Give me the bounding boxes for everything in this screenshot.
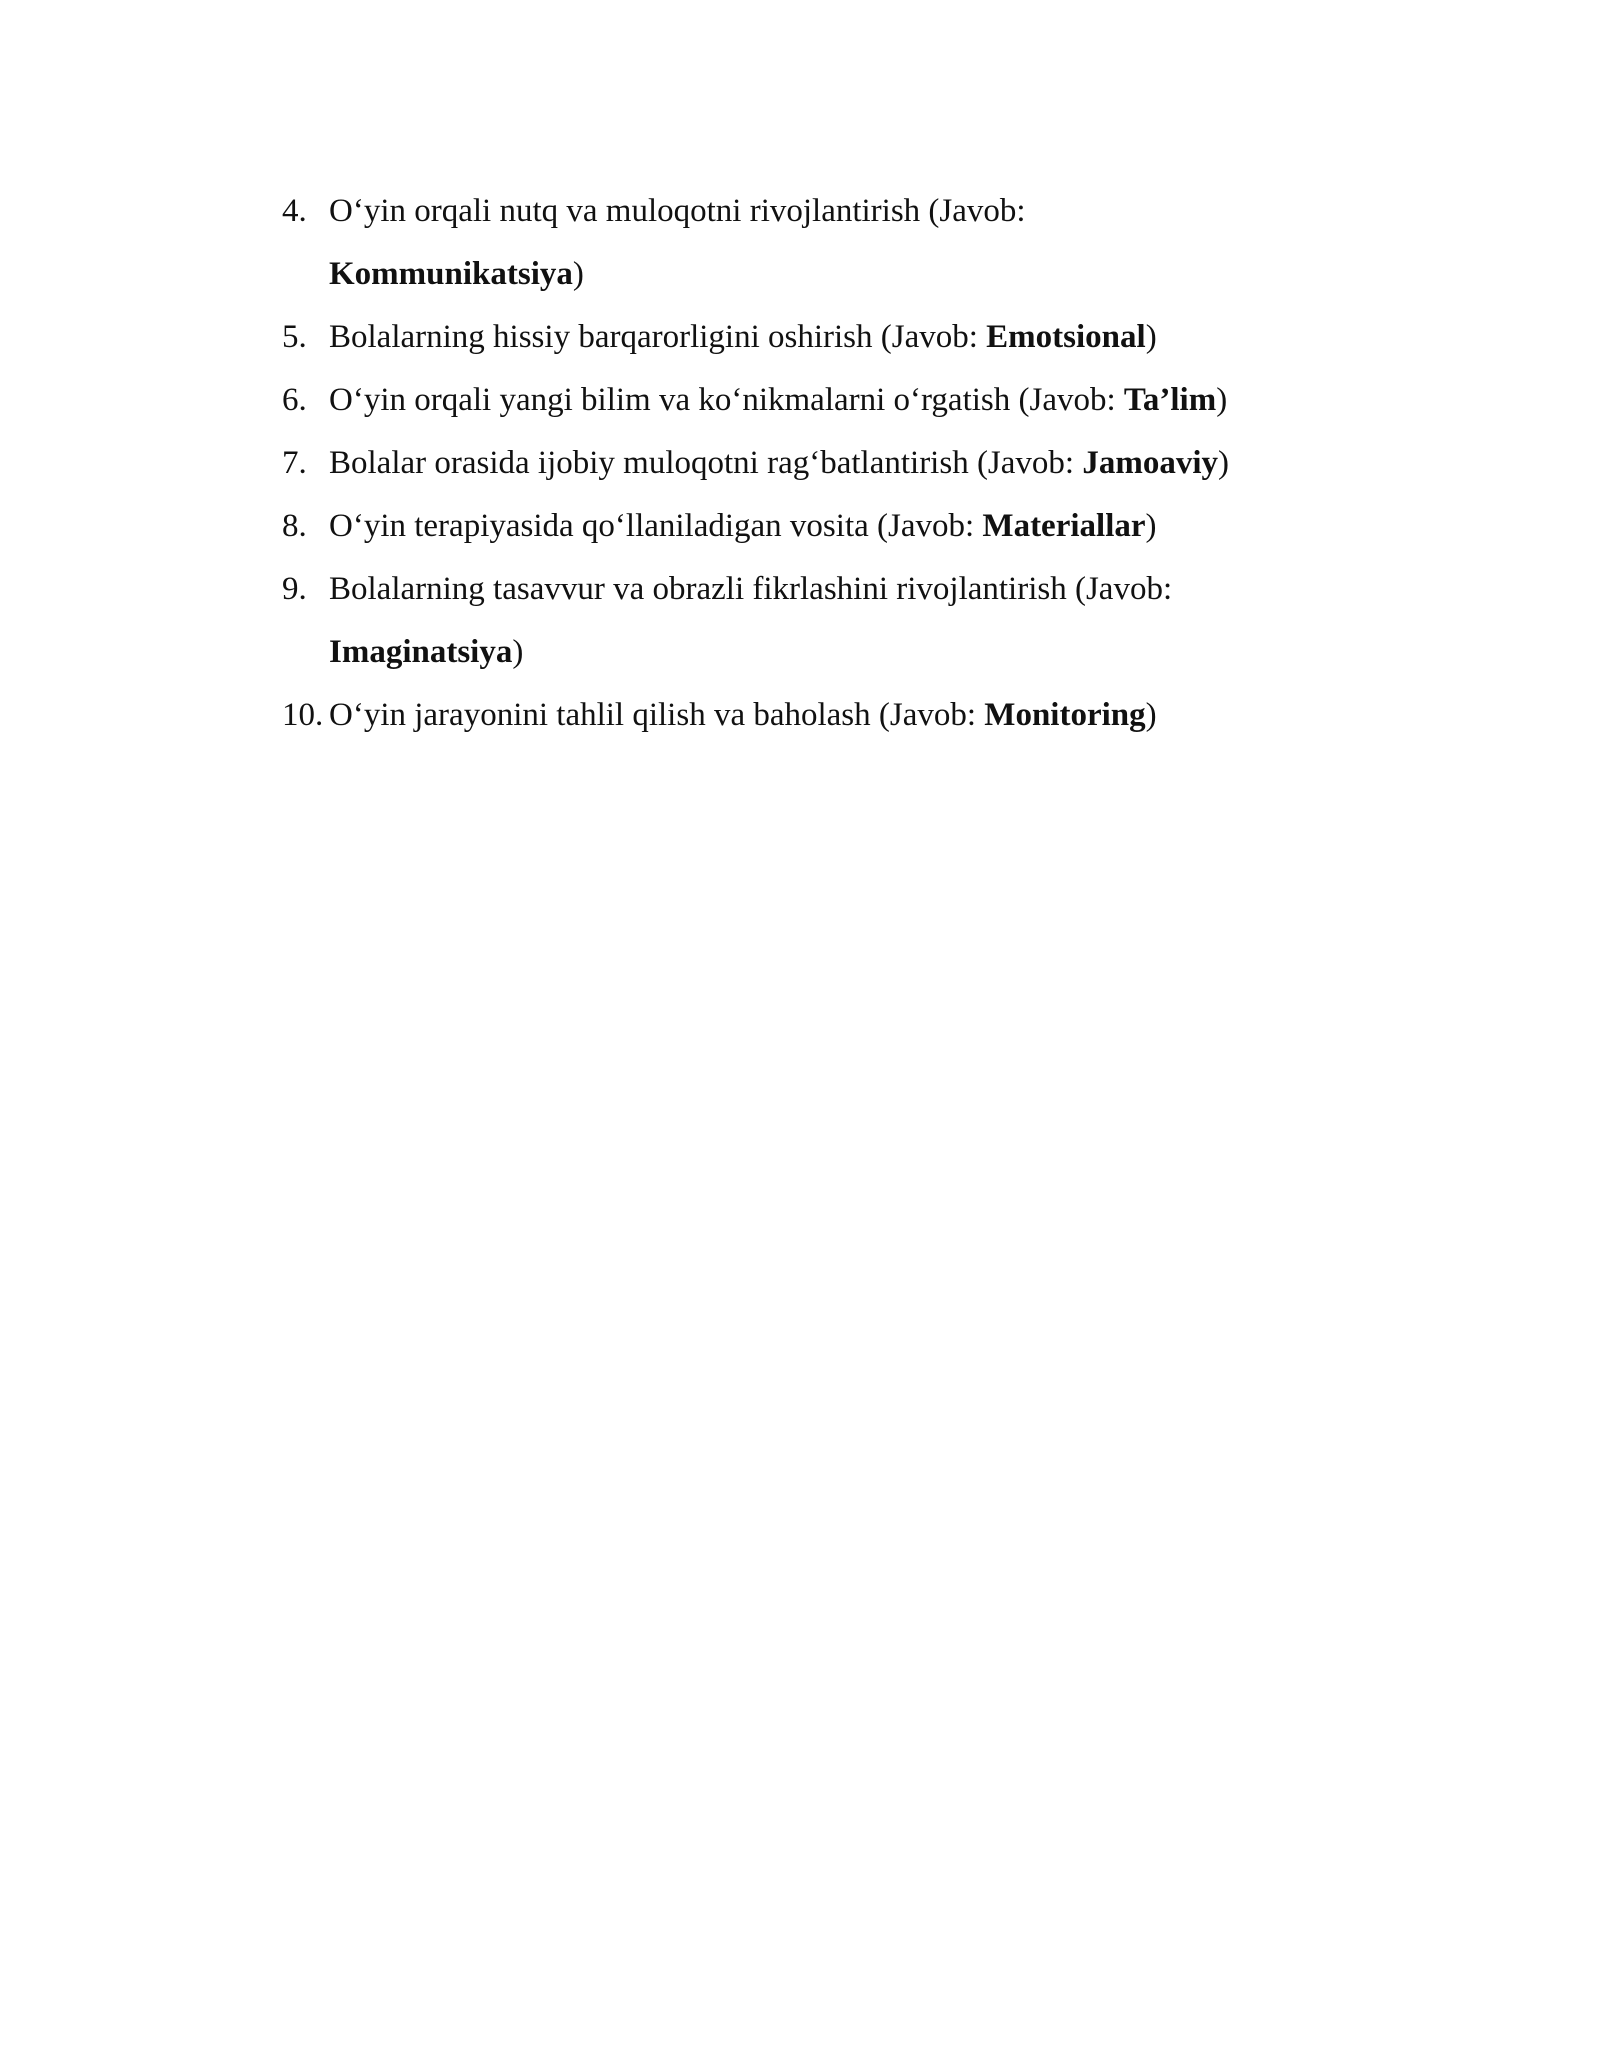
item-answer: Imaginatsiya [329, 634, 513, 670]
item-close-paren: ) [1218, 445, 1230, 481]
item-answer: Ta’lim [1123, 382, 1217, 418]
item-number: 6. [282, 382, 307, 418]
item-close-paren: ) [572, 256, 584, 292]
item-number: 10. [282, 697, 324, 733]
item-answer: Jamoaviy [1082, 445, 1219, 481]
list-item-10 [282, 684, 1362, 747]
item-number: 8. [282, 508, 307, 544]
item-number: 7. [282, 445, 307, 481]
list-item-7 [282, 432, 1362, 495]
item-close-paren: ) [1145, 319, 1157, 355]
list-item-6 [282, 369, 1362, 432]
item-close-paren: ) [1145, 508, 1157, 544]
answer-list [282, 180, 1362, 747]
list-item-8 [282, 495, 1362, 558]
list-item-4 [282, 180, 1362, 306]
item-answer: Monitoring [984, 697, 1146, 733]
item-answer: Materiallar [982, 508, 1146, 544]
item-text: O‘yin jarayonini tahlil qilish va baholash (Javob: [329, 697, 985, 733]
item-number: 4. [282, 193, 307, 229]
item-close-paren: ) [1216, 382, 1228, 418]
item-text: O‘yin orqali nutq va muloqotni rivojlantirish (Javob: [329, 193, 1026, 229]
item-number: 5. [282, 319, 307, 355]
item-answer: Emotsional [986, 319, 1146, 355]
item-text: O‘yin terapiyasida qo‘llaniladigan vosita (Javob: [329, 508, 983, 544]
list-item-5 [282, 306, 1362, 369]
item-text: Bolalarning hissiy barqarorligini oshirish (Javob: [329, 319, 987, 355]
item-text: Bolalar orasida ijobiy muloqotni rag‘batlantirish (Javob: [329, 445, 1083, 481]
item-answer: Kommunikatsiya [329, 256, 573, 292]
item-text: O‘yin orqali yangi bilim va ko‘nikmalarni o‘rgatish (Javob: [329, 382, 1124, 418]
list-item-9 [282, 558, 1362, 684]
item-close-paren: ) [512, 634, 524, 670]
item-close-paren: ) [1145, 697, 1157, 733]
item-text: Bolalarning tasavvur va obrazli fikrlashini rivojlantirish (Javob: [329, 571, 1173, 607]
item-number: 9. [282, 571, 307, 607]
